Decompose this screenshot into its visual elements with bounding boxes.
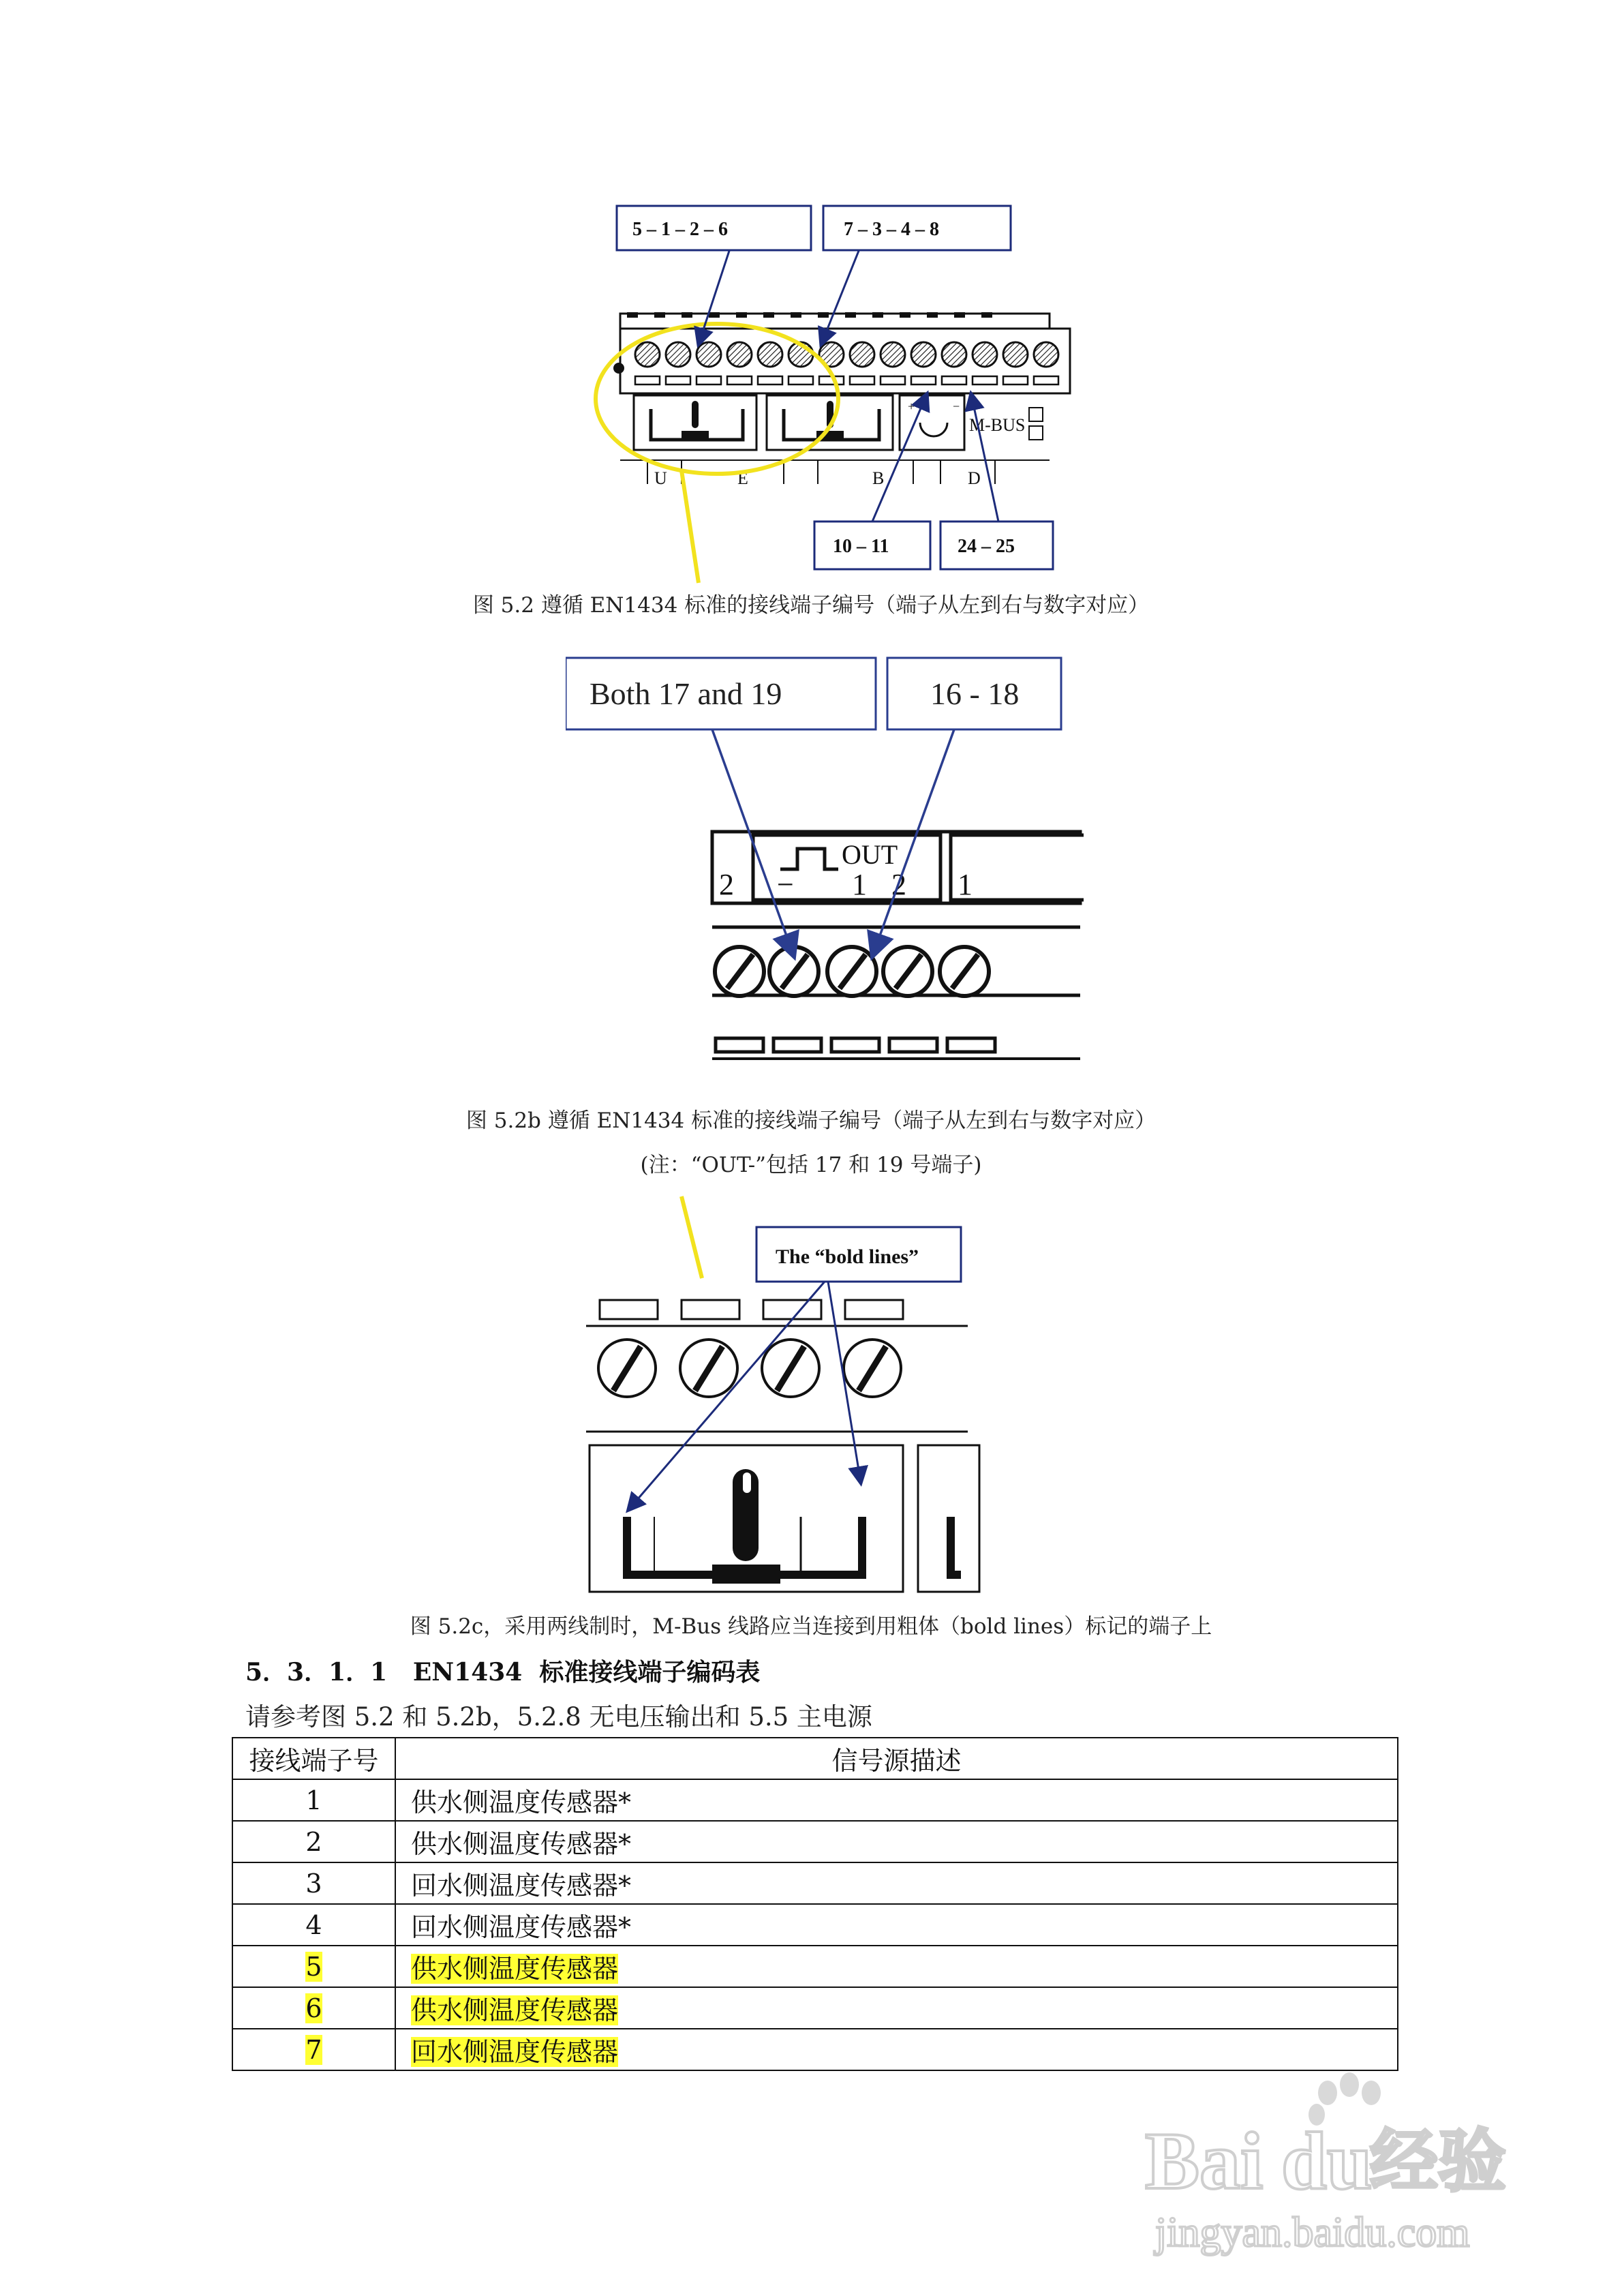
out-label: OUT [842, 839, 898, 870]
label-16-18: 16 - 18 [930, 676, 1020, 711]
svg-text:1: 1 [958, 868, 973, 901]
table-header-row [232, 1738, 1398, 1779]
watermark-service: 经验 [1370, 2124, 1506, 2200]
bottom-label-d: D [968, 468, 981, 488]
highlight-mark: 6 [305, 1993, 322, 2023]
baidu-jingyan-watermark [1145, 2072, 1527, 2263]
label-5-1-2-6: 5 – 1 – 2 – 6 [632, 219, 728, 240]
terminal-number [232, 1946, 395, 1987]
svg-text:+: + [908, 399, 915, 413]
svg-text:−: − [777, 868, 794, 901]
terminal-number: 1 [232, 1779, 395, 1821]
signal-description [395, 2029, 1398, 2070]
section-heading [245, 1653, 760, 1688]
table-row [232, 1904, 1398, 1946]
table-header-description: 信号源描述 [395, 1738, 1398, 1779]
terminal-number: 3 [232, 1862, 395, 1904]
figure-5-2-caption: 图 5.2 遵循 EN1434 标准的接线端子编号（端子从左到右与数字对应） [472, 593, 1150, 618]
label-7-3-4-8: 7 – 3 – 4 – 8 [844, 219, 939, 240]
bottom-label-e: E [737, 468, 748, 488]
table-header-terminal: 接线端子号 [232, 1738, 395, 1779]
svg-text:−: − [953, 399, 960, 413]
figure-5-2c-caption: 图 5.2c，采用两线制时，M-Bus 线路应当连接到用粗体（bold lines）标记的端子上 [410, 1614, 1212, 1639]
watermark-url: jingyan.baidu.com [1155, 2209, 1470, 2256]
mbus-label: M-BUS [969, 415, 1026, 435]
highlight-mark: 5 [305, 1951, 322, 1982]
table-row [232, 1821, 1398, 1862]
watermark-brand: Bai [1145, 2115, 1264, 2206]
section-title: EN1434 标准接线端子编码表 [412, 1658, 761, 1687]
table-row [232, 1862, 1398, 1904]
signal-description: 供水侧温度传感器* [395, 1821, 1398, 1862]
terminal-table [232, 1737, 1398, 2071]
table-row [232, 1946, 1398, 1987]
label-bold-lines: The “bold lines” [776, 1245, 919, 1268]
table-row [232, 1779, 1398, 1821]
table-row [232, 1987, 1398, 2029]
terminal-number [232, 1987, 395, 2029]
table-row [232, 2029, 1398, 2070]
figure-5-2b [566, 651, 1084, 1074]
signal-description: 供水侧温度传感器* [395, 1779, 1398, 1821]
label-10-11: 10 – 11 [833, 536, 889, 557]
bottom-label-u: U [654, 468, 667, 488]
svg-text:2: 2 [719, 868, 734, 901]
terminal-number: 4 [232, 1904, 395, 1946]
figure-5-2c [586, 1190, 981, 1599]
section-intro: 请参考图 5.2 和 5.2b，5.2.8 无电压输出和 5.5 主电源 [245, 1702, 872, 1732]
signal-description: 回水侧温度传感器* [395, 1904, 1398, 1946]
figure-5-2b-caption: 图 5.2b 遵循 EN1434 标准的接线端子编号（端子从左到右与数字对应） [465, 1108, 1157, 1133]
watermark-brand-du: du [1281, 2115, 1373, 2206]
terminal-number: 2 [232, 1821, 395, 1862]
svg-text:2: 2 [891, 868, 906, 901]
signal-description: 回水侧温度传感器* [395, 1862, 1398, 1904]
svg-text:1: 1 [852, 868, 867, 901]
highlight-mark: 供水侧温度传感器 [411, 1995, 619, 2025]
signal-description [395, 1987, 1398, 2029]
terminal-number [232, 2029, 395, 2070]
label-24-25: 24 – 25 [958, 536, 1015, 557]
bottom-label-b: B [872, 468, 885, 488]
label-both-17-19: Both 17 and 19 [590, 676, 782, 711]
signal-description [395, 1946, 1398, 1987]
highlight-mark: 回水侧温度传感器 [411, 2037, 619, 2067]
figure-5-2b-note: (注：“OUT-”包括 17 和 19 号端子) [640, 1153, 982, 1177]
highlight-mark: 供水侧温度传感器 [411, 1954, 619, 1984]
highlight-mark: 7 [305, 2034, 322, 2065]
figure-5-2 [559, 191, 1077, 586]
section-number: 5．3．1．1 [245, 1658, 388, 1687]
